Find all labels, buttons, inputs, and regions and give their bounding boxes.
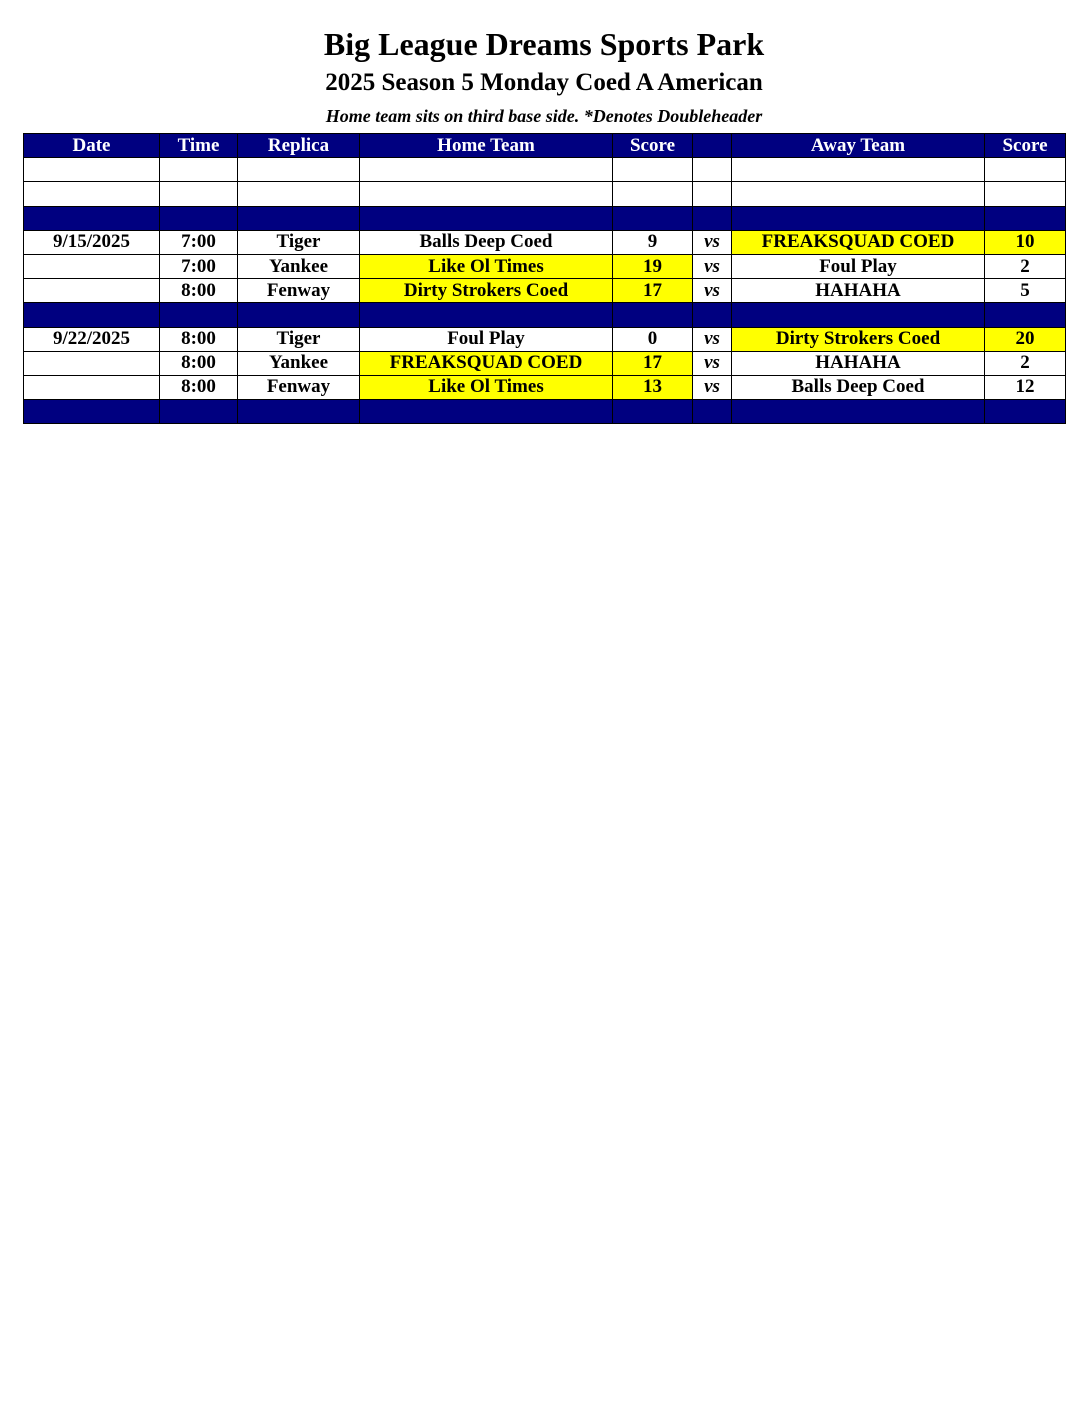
cell-date bbox=[24, 351, 160, 375]
cell-replica bbox=[238, 182, 360, 206]
separator-row bbox=[24, 400, 1066, 424]
cell-time bbox=[160, 400, 238, 424]
cell-away-team: HAHAHA bbox=[732, 279, 985, 303]
column-header-away-team: Away Team bbox=[732, 134, 985, 158]
cell-vs: vs bbox=[693, 254, 732, 278]
cell-time: 8:00 bbox=[160, 351, 238, 375]
cell-away-team bbox=[732, 206, 985, 230]
cell-away-team bbox=[732, 303, 985, 327]
cell-date bbox=[24, 303, 160, 327]
cell-away-score: 5 bbox=[985, 279, 1066, 303]
cell-vs: vs bbox=[693, 230, 732, 254]
cell-vs bbox=[693, 182, 732, 206]
table-row bbox=[24, 254, 1066, 278]
cell-replica: Yankee bbox=[238, 254, 360, 278]
cell-vs: vs bbox=[693, 327, 732, 351]
page-title: Big League Dreams Sports Park bbox=[323, 26, 765, 62]
schedule-table bbox=[23, 133, 1066, 424]
table-header-row bbox=[24, 134, 1066, 158]
cell-vs: vs bbox=[693, 351, 732, 375]
cell-home-score bbox=[613, 206, 693, 230]
cell-away-score bbox=[985, 206, 1066, 230]
table-row bbox=[24, 230, 1066, 254]
cell-time: 7:00 bbox=[160, 254, 238, 278]
table-row bbox=[24, 375, 1066, 399]
cell-home-score bbox=[613, 303, 693, 327]
separator-row bbox=[24, 303, 1066, 327]
cell-replica: Fenway bbox=[238, 375, 360, 399]
cell-date: 9/15/2025 bbox=[24, 230, 160, 254]
cell-replica: Tiger bbox=[238, 327, 360, 351]
cell-vs: vs bbox=[693, 375, 732, 399]
cell-away-score bbox=[985, 182, 1066, 206]
column-header-date: Date bbox=[24, 134, 160, 158]
cell-home-team bbox=[360, 400, 613, 424]
cell-date bbox=[24, 158, 160, 182]
cell-time bbox=[160, 206, 238, 230]
cell-home-team bbox=[360, 182, 613, 206]
cell-date bbox=[24, 375, 160, 399]
cell-away-team: FREAKSQUAD COED bbox=[732, 230, 985, 254]
page-subtitle: 2025 Season 5 Monday Coed A American bbox=[325, 69, 763, 96]
cell-home-team bbox=[360, 206, 613, 230]
cell-home-score: 19 bbox=[613, 254, 693, 278]
table-row bbox=[24, 327, 1066, 351]
cell-home-team: Like Ol Times bbox=[360, 254, 613, 278]
cell-home-team: Dirty Strokers Coed bbox=[360, 279, 613, 303]
blank-row bbox=[24, 158, 1066, 182]
cell-away-score bbox=[985, 400, 1066, 424]
column-header-replica: Replica bbox=[238, 134, 360, 158]
column-header-time: Time bbox=[160, 134, 238, 158]
cell-away-team: HAHAHA bbox=[732, 351, 985, 375]
cell-home-score: 17 bbox=[613, 351, 693, 375]
column-header-away-score: Score bbox=[985, 134, 1066, 158]
cell-time: 8:00 bbox=[160, 375, 238, 399]
cell-vs bbox=[693, 206, 732, 230]
cell-home-score: 17 bbox=[613, 279, 693, 303]
cell-date bbox=[24, 206, 160, 230]
cell-time bbox=[160, 303, 238, 327]
cell-away-team bbox=[732, 400, 985, 424]
cell-away-score bbox=[985, 158, 1066, 182]
cell-time bbox=[160, 182, 238, 206]
cell-away-score: 20 bbox=[985, 327, 1066, 351]
table-row bbox=[24, 351, 1066, 375]
cell-home-team: Balls Deep Coed bbox=[360, 230, 613, 254]
cell-away-team: Foul Play bbox=[732, 254, 985, 278]
column-header-vs bbox=[693, 134, 732, 158]
column-header-home-score: Score bbox=[613, 134, 693, 158]
cell-date bbox=[24, 400, 160, 424]
cell-home-team: FREAKSQUAD COED bbox=[360, 351, 613, 375]
cell-home-score bbox=[613, 158, 693, 182]
cell-vs bbox=[693, 303, 732, 327]
schedule-body bbox=[24, 158, 1066, 424]
cell-date bbox=[24, 254, 160, 278]
cell-away-score: 2 bbox=[985, 351, 1066, 375]
cell-home-score: 9 bbox=[613, 230, 693, 254]
cell-time: 8:00 bbox=[160, 279, 238, 303]
cell-away-team: Dirty Strokers Coed bbox=[732, 327, 985, 351]
cell-home-score bbox=[613, 182, 693, 206]
cell-home-score: 0 bbox=[613, 327, 693, 351]
cell-home-team: Foul Play bbox=[360, 327, 613, 351]
cell-vs: vs bbox=[693, 279, 732, 303]
cell-home-team: Like Ol Times bbox=[360, 375, 613, 399]
cell-away-score bbox=[985, 303, 1066, 327]
cell-date bbox=[24, 279, 160, 303]
schedule-note: Home team sits on third base side. *Denotes Doubleheader bbox=[325, 106, 763, 126]
column-header-home-team: Home Team bbox=[360, 134, 613, 158]
cell-home-score bbox=[613, 400, 693, 424]
cell-replica bbox=[238, 206, 360, 230]
cell-replica: Yankee bbox=[238, 351, 360, 375]
separator-row bbox=[24, 206, 1066, 230]
cell-vs bbox=[693, 158, 732, 182]
cell-date bbox=[24, 182, 160, 206]
cell-home-score: 13 bbox=[613, 375, 693, 399]
cell-vs bbox=[693, 400, 732, 424]
cell-replica bbox=[238, 158, 360, 182]
cell-away-team: Balls Deep Coed bbox=[732, 375, 985, 399]
cell-home-team bbox=[360, 303, 613, 327]
cell-date: 9/22/2025 bbox=[24, 327, 160, 351]
cell-replica bbox=[238, 303, 360, 327]
cell-away-score: 2 bbox=[985, 254, 1066, 278]
cell-home-team bbox=[360, 158, 613, 182]
cell-time: 7:00 bbox=[160, 230, 238, 254]
cell-replica: Fenway bbox=[238, 279, 360, 303]
cell-away-team bbox=[732, 182, 985, 206]
cell-time bbox=[160, 158, 238, 182]
table-row bbox=[24, 279, 1066, 303]
cell-replica bbox=[238, 400, 360, 424]
cell-time: 8:00 bbox=[160, 327, 238, 351]
cell-replica: Tiger bbox=[238, 230, 360, 254]
blank-row bbox=[24, 182, 1066, 206]
cell-away-score: 12 bbox=[985, 375, 1066, 399]
cell-away-team bbox=[732, 158, 985, 182]
cell-away-score: 10 bbox=[985, 230, 1066, 254]
